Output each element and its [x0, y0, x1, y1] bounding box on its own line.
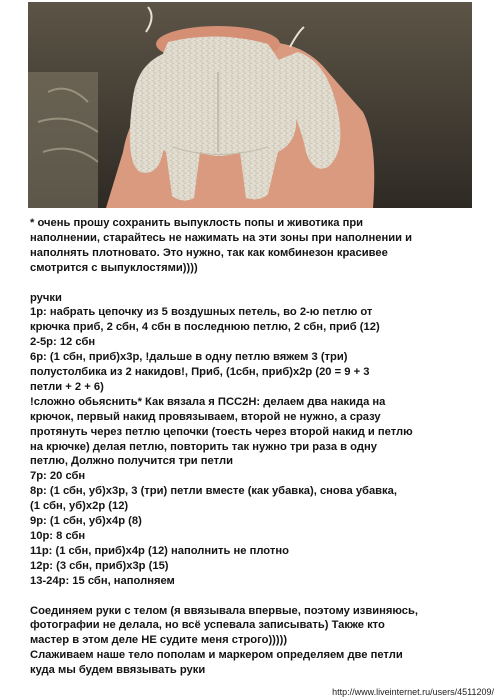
- spacer: [30, 589, 475, 604]
- document-body: [30, 216, 475, 678]
- note-line: * очень прошу сохранить выпуклость попы и животика при: [30, 217, 364, 229]
- pattern-line: петли + 2 + 6): [30, 380, 104, 393]
- pattern-line: полустолбика из 2 накидов!, Приб, (1сбн, приб)х2р (20 = 9 + 3: [30, 366, 370, 379]
- spacer: [30, 276, 475, 291]
- assembly-line: Слаживаем наше тело пополам и маркером определяем две петли: [30, 649, 403, 662]
- pattern-line: на крючке) делая петлю, повторить так нужно три раза в одну: [30, 440, 377, 453]
- pattern-line: 12р: (3 сбн, приб)х3р (15): [30, 559, 169, 572]
- pattern-line: крючок, первый накид провязываем, второй не нужно, а сразу: [30, 410, 381, 423]
- pattern-line: протянуть через петлю цепочки (тоесть через второй накид и петлю: [30, 425, 413, 438]
- assembly-line: мастер в этом деле НЕ судите меня строго))))): [30, 634, 288, 647]
- pattern-line: крючка приб, 2 сбн, 4 сбн в последнюю петлю, 2 сбн, приб (12): [30, 321, 380, 334]
- pattern-line: 10р: 8 сбн: [30, 530, 86, 543]
- pattern-line: 1р: набрать цепочку из 5 воздушных петель, во 2-ю петлю от: [30, 306, 373, 319]
- note-line: наполнять плотновато. Это нужно, так как комбинезон красивее: [30, 246, 388, 259]
- pattern-line: !сложно обьяснить* Как вязала я ПСС2Н: делаем два накида на: [30, 395, 386, 408]
- note-line: смотрится с выпуклостями)))): [30, 261, 198, 274]
- pattern-line: 6р: (1 сбн, приб)х3р, !дальше в одну петлю вяжем 3 (три): [30, 351, 348, 364]
- pattern-line: 13-24р: 15 сбн, наполняем: [30, 574, 175, 587]
- pattern-line: 2-5р: 12 сбн: [30, 336, 96, 349]
- pattern-line: 8р: (1 сбн, уб)х3р, 3 (три) петли вместе (как убавка), снова убавка,: [30, 485, 397, 498]
- pattern-line: 9р: (1 сбн, уб)х4р (8): [30, 515, 142, 528]
- pattern-line: 11р: (1 сбн, приб)х4р (12) наполнить не плотно: [30, 544, 289, 557]
- assembly-line: фотографии не делала, но всё успевала записывать) Также кто: [30, 619, 385, 632]
- assembly-line: Соединяем руки с телом (я ввязывала впервые, поэтому извиняюсь,: [30, 604, 419, 617]
- pattern-line: (1 сбн, уб)х2р (12): [30, 500, 129, 513]
- source-url-watermark: http://www.liveinternet.ru/users/4511209/: [332, 687, 494, 697]
- pattern-line: петлю, Должно получится три петли: [30, 455, 233, 468]
- note-line: наполнении, старайтесь не нажимать на эти зоны при наполнении и: [30, 231, 412, 244]
- assembly-line: куда мы будем ввязывать руки: [30, 664, 206, 677]
- pattern-line: 7р: 20 сбн: [30, 470, 86, 483]
- crochet-doll-illustration: [28, 2, 472, 208]
- crochet-doll-photo: [28, 2, 472, 208]
- section-heading-arms: ручки: [30, 291, 62, 304]
